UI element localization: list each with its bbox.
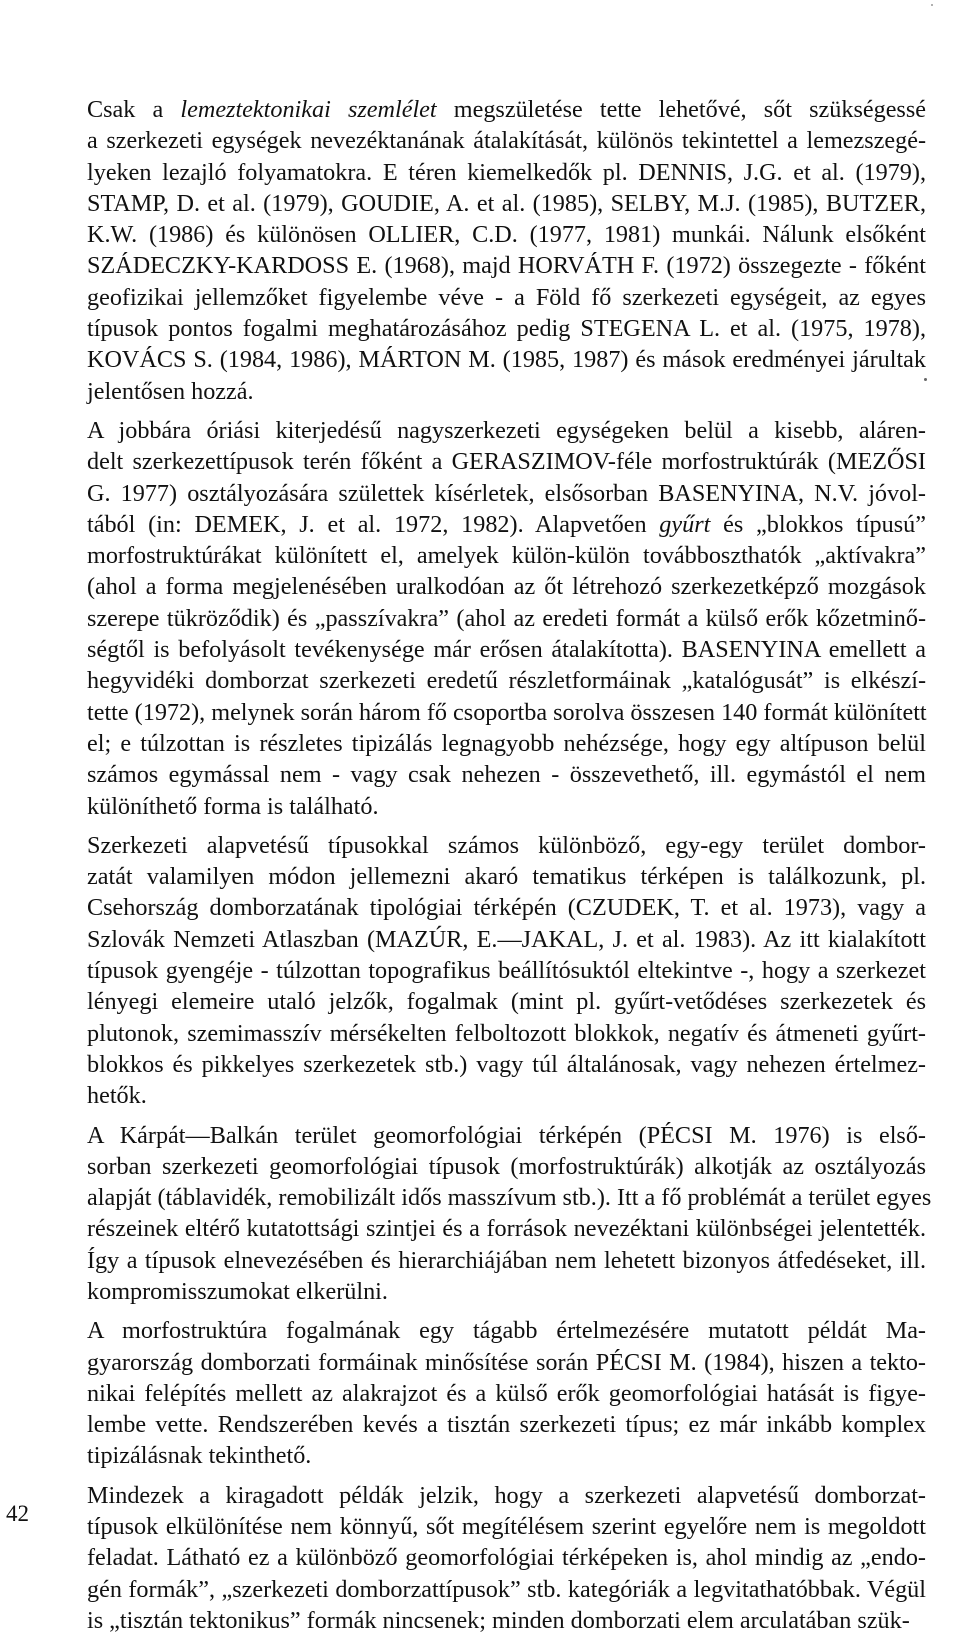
text-line: típusok pontos fogalmi meghatározásához pedig STEGENA L. et al. (1975, 1978), — [87, 315, 926, 343]
text-line: a szerkezeti egységek nevezéktanának átalakítását, különös tekintettel a lemezszegé- — [87, 127, 926, 155]
paragraph — [34, 94, 926, 407]
page-body — [34, 94, 932, 1636]
paragraph-gap — [34, 1307, 926, 1315]
text-line: lyeken lezajló folyamatokra. E téren kiemelkedők pl. DENNIS, J.G. et al. (1979), — [87, 158, 926, 186]
text-line: A jobbára óriási kiterjedésű nagyszerkezeti egységeken belül a kisebb, aláren- — [87, 416, 926, 444]
text-line: lembe vette. Rendszerében kevés a tisztán szerkezeti típus; ez már inkább komplex — [87, 1411, 926, 1439]
text-line: különíthető forma is található. — [87, 792, 379, 820]
text-line: A morfostruktúra fogalmának egy tágabb értelmezésére mutatott példát Ma- — [87, 1317, 926, 1345]
paragraph — [34, 1480, 926, 1636]
text-line: A Kárpát—Balkán terület geomorfológiai térképén (PÉCSI M. 1976) is első- — [87, 1121, 926, 1149]
text-line: G. 1977) osztályozására születtek kísérletek, elsősorban BASENYINA, N.V. jóvol- — [87, 479, 926, 507]
text-line: hetők. — [87, 1082, 147, 1110]
text-line: is „tisztán tektonikus” formák nincsenek; minden domborzati elem arculatában szük- — [87, 1606, 910, 1634]
page-number: 42 — [6, 1501, 29, 1526]
paragraph-gap — [34, 1472, 926, 1480]
text-line: tipizálásnak tekinthető. — [87, 1442, 312, 1470]
text-line: sorban szerkezeti geomorfológiai típusok (morfostruktúrák) alkotják az osztályozás — [87, 1152, 926, 1180]
emphasis: lemeztektonikai szemlélet — [180, 96, 437, 123]
text-line: STAMP, D. et al. (1979), GOUDIE, A. et al. (1985), SELBY, M.J. (1985), BUTZER, — [87, 189, 926, 217]
text-line: Csak a lemeztektonikai szemlélet megszületése tette lehetővé, sőt szükségessé — [87, 96, 926, 123]
scan-speck — [931, 4, 933, 6]
paragraph-gap — [34, 822, 926, 830]
text-line: jelentősen hozzá. — [87, 377, 254, 405]
text-line: morfostruktúrákat különített el, amelyek külön-külön továbboszthatók „aktívakra” — [87, 542, 926, 570]
text-line: K.W. (1986) és különösen OLLIER, C.D. (1977, 1981) munkái. Nálunk elsőként — [87, 221, 926, 249]
paragraph — [34, 1120, 932, 1308]
text-line: feladat. Látható ez a különböző geomorfológiai térképeken is, ahol mindig az „endo- — [87, 1544, 926, 1572]
text-line: részeinek eltérő kutatottsági szintjei és a források nevezéktani különbségei jelentették. — [87, 1215, 926, 1243]
text-line: (ahol a forma megjelenésében uralkodóan az őt létrehozó szerkezetképző mozgások — [87, 573, 926, 601]
text-line: el; e túlzottan is részletes tipizálás legnagyobb nehézsége, hogy egy altípuson belül — [87, 729, 926, 757]
paragraph-gap — [34, 1112, 926, 1120]
text-line: tette (1972), melynek során három fő csoportba sorolva összesen 140 formát különített — [87, 698, 927, 726]
text-line: típusok gyengéje - túlzottan topografikus beállítósuktól eltekintve -, hogy a szerkezet — [87, 957, 926, 985]
text-line: lényegi elemeire utaló jelzők, fogalmak (mint pl. gyűrt-vetődéses szerkezetek és — [87, 988, 926, 1016]
text-line: Mindezek a kiragadott példák jelzik, hogy a szerkezeti alapvetésű domborzat- — [87, 1481, 926, 1509]
paragraph — [34, 1315, 926, 1471]
text-line: SZÁDECZKY-KARDOSS E. (1968), majd HORVÁTH F. (1972) összegezte - főként — [87, 252, 926, 280]
text-line: szerepe tükröződik) és „passzívakra” (ahol az eredeti formát a külső erők kőzetminő- — [87, 604, 926, 632]
text-line: számos egymással nem - vagy csak nehezen - összevethető, ill. egymástól el nem — [87, 761, 926, 789]
text-line: Szlovák Nemzeti Atlaszban (MAZÚR, E.—JAKAL, J. et al. 1983). Az itt kialakított — [87, 925, 926, 953]
text-line: gyarország domborzati formáinak minősítése során PÉCSI M. (1984), hiszen a tekto- — [87, 1348, 926, 1376]
paragraph — [34, 415, 926, 822]
text-line: blokkos és pikkelyes szerkezetek stb.) vagy túl általánosak, vagy nehezen értelmez- — [87, 1050, 926, 1078]
text-line: Így a típusok elnevezésében és hierarchiájában nem lehetett bizonyos átfedéseket, ill. — [87, 1246, 926, 1274]
text-line: delt szerkezettípusok terén főként a GERASZIMOV-féle morfostruktúrák (MEZŐSI — [87, 448, 926, 476]
text-line: gén formák”, „szerkezeti domborzattípusok” stb. kategóriák a legvitathatóbbak. Végül — [87, 1575, 926, 1603]
paragraph — [34, 830, 926, 1112]
text-line: hegyvidéki domborzat szerkezeti eredetű részletformáinak „katalógusát” is elkészí- — [87, 667, 926, 695]
text-line: tából (in: DEMEK, J. et al. 1972, 1982). Alapvetően gyűrt és „blokkos típusú” — [87, 510, 926, 538]
text-line: nikai felépítés mellett az alakrajzot és a külső erők geomorfológiai hatását is figye- — [87, 1379, 926, 1407]
text-line: alapját (táblavidék, remobilizált idős masszívum stb.). Itt a fő problémát a terület egyes — [87, 1184, 932, 1212]
text-line: Csehország domborzatának tipológiai térképén (CZUDEK, T. et al. 1973), vagy a — [87, 894, 926, 922]
text-line: ségtől is befolyásolt tevékenysége már erősen átalakította). BASENYINA emellett a — [87, 636, 926, 664]
text-line: KOVÁCS S. (1984, 1986), MÁRTON M. (1985, 1987) és mások eredményei járultak — [87, 346, 926, 374]
text-line: Szerkezeti alapvetésű típusokkal számos különböző, egy-egy terület dombor- — [87, 831, 926, 859]
text-line: geofizikai jellemzőket figyelembe véve - a Föld fő szerkezeti egységeit, az egyes — [87, 283, 926, 311]
paragraph-gap — [34, 407, 926, 415]
text-line: plutonok, szemimasszív mérsékelten felboltozott blokkok, negatív és átmeneti gyűrt- — [87, 1019, 926, 1047]
text-line: zatát valamilyen módon jellemezni akaró tematikus térképen is találkozunk, pl. — [87, 863, 926, 891]
text-line: kompromisszumokat elkerülni. — [87, 1277, 388, 1305]
text-line: típusok elkülönítése nem könnyű, sőt megítélésem szerint egyelőre nem is megoldott — [87, 1513, 926, 1541]
emphasis: gyűrt — [659, 510, 711, 538]
